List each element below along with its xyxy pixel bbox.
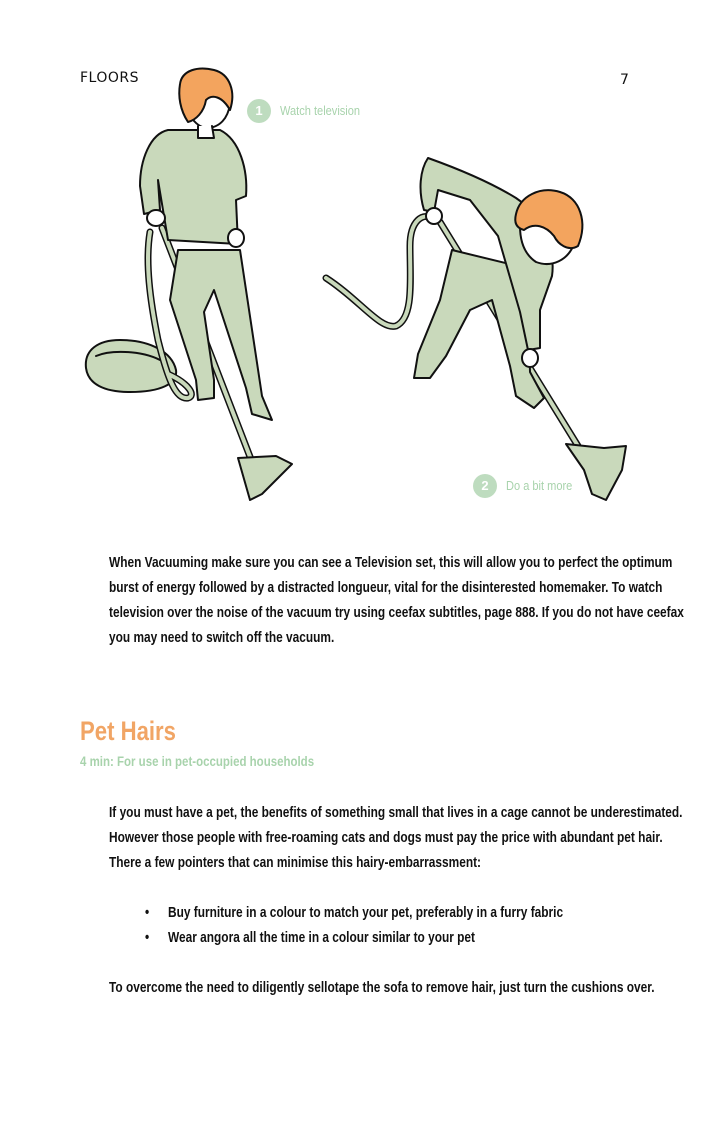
step-2-badge: 2: [473, 474, 497, 498]
list-item: [145, 926, 563, 951]
text-line: When Vacuuming make sure you can see a Television set, this will allow you to perfect the optimum: [109, 555, 673, 571]
step-1-label: Watch television: [280, 103, 361, 118]
tips-list: [145, 901, 564, 951]
step-2-label: Do a bit more: [506, 478, 573, 493]
list-item-text: Buy furniture in a colour to match your pet, preferably in a furry fabric: [168, 905, 564, 921]
bullet-icon: •: [145, 930, 150, 946]
closing-paragraph: To overcome the need to diligently sellotape the sofa to remove hair, just turn the cushions over.: [109, 980, 655, 996]
list-item-text: Wear angora all the time in a colour similar to your pet: [168, 930, 476, 946]
text-line: burst of energy followed by a distracted longueur, vital for the disinterested homemaker. To watch: [109, 580, 663, 596]
section-subtitle: 4 min: For use in pet-occupied households: [80, 753, 315, 769]
text-line: If you must have a pet, the benefits of something small that lives in a cage cannot be underestimated.: [109, 805, 683, 821]
text-line: television over the noise of the vacuum try using ceefax subtitles, page 888. If you do not have ceefax: [109, 605, 684, 621]
text-line: you may need to switch off the vacuum.: [109, 630, 335, 646]
running-head: FLOORS: [80, 70, 140, 86]
intro-paragraph: [109, 551, 684, 651]
bullet-icon: •: [145, 905, 150, 921]
section-title: Pet Hairs: [80, 716, 176, 746]
text-line: There a few pointers that can minimise this hairy-embarrassment:: [109, 855, 482, 871]
list-item: [145, 901, 564, 926]
bending-figure: [326, 158, 626, 500]
vacuuming-illustration: [0, 0, 708, 520]
pet-paragraph: [109, 801, 683, 876]
text-line: However those people with free-roaming cats and dogs must pay the price with abundant pet hair.: [109, 830, 663, 846]
page-number: 7: [620, 72, 629, 88]
standing-figure: [86, 69, 292, 500]
step-1-badge: 1: [247, 99, 271, 123]
